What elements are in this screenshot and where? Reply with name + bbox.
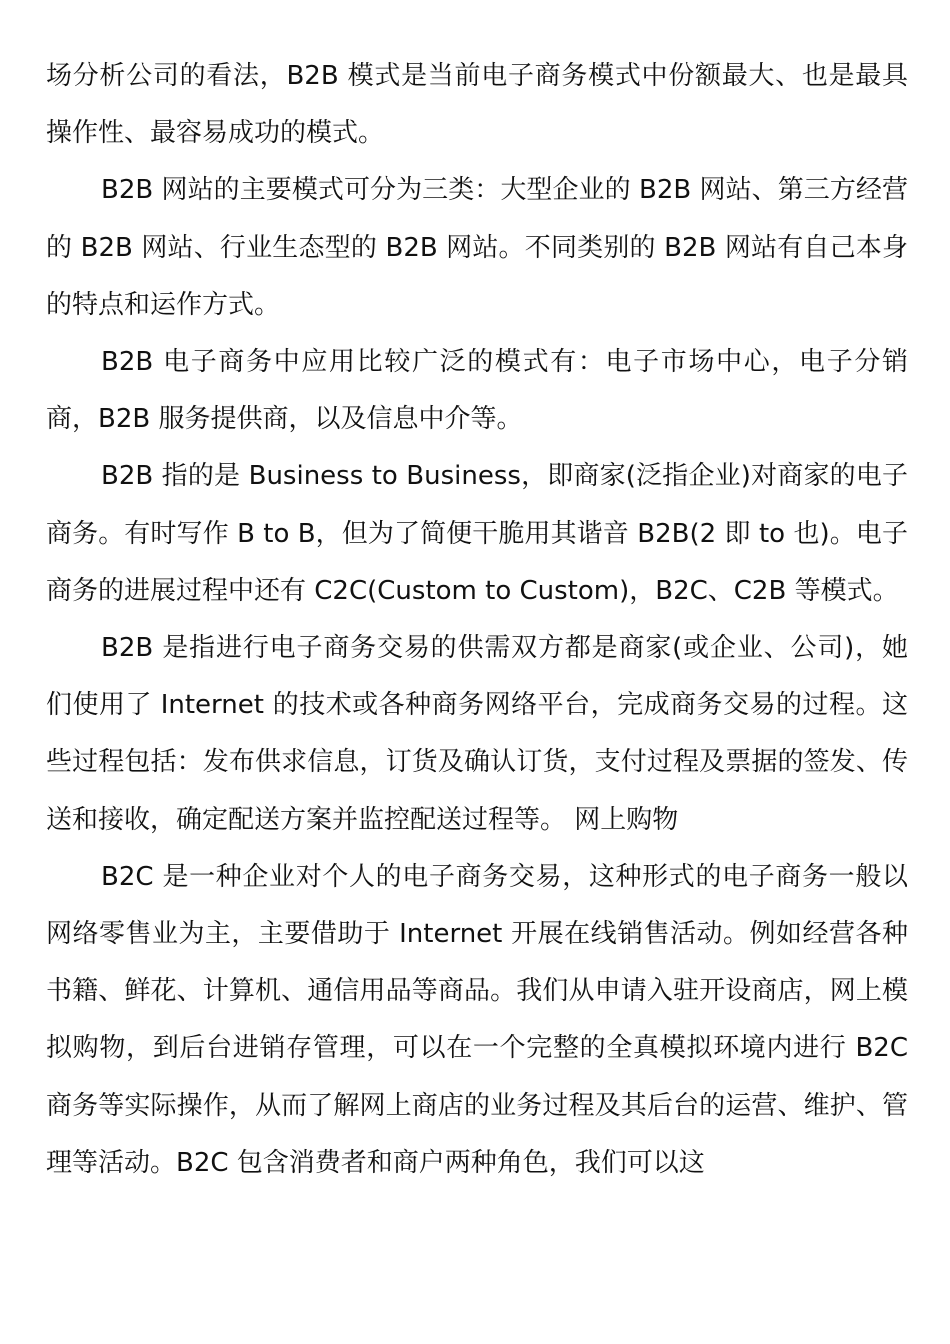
paragraph-b2b-site-types: B2B 网站的主要模式可分为三类：大型企业的 B2B 网站、第三方经营的 B2B 网站、行业生态型的 B2B 网站。不同类别的 B2B 网站有自己本身的特点和运作方式。	[46, 175, 908, 320]
paragraph-b2b-process: B2B 是指进行电子商务交易的供需双方都是商家(或企业、公司)，她们使用了 Internet 的技术或各种商务网络平台，完成商务交易的过程。这些过程包括：发布供求信息，订货及确认订货，支付过程及票据的签发、传送和接收，确定配送方案并监控配送过程等。 网上购物	[46, 633, 908, 835]
document-body	[46, 48, 908, 1192]
paragraph-b2b-common-models: B2B 电子商务中应用比较广泛的模式有：电子市场中心，电子分销商，B2B 服务提供商，以及信息中介等。	[46, 347, 908, 435]
paragraph-continued: 场分析公司的看法，B2B 模式是当前电子商务模式中份额最大、也是最具操作性、最容易成功的模式。	[46, 61, 908, 149]
paragraph-b2c-description: B2C 是一种企业对个人的电子商务交易，这种形式的电子商务一般以网络零售业为主，主要借助于 Internet 开展在线销售活动。例如经营各种书籍、鲜花、计算机、通信用品等商品。我们从申请入驻开设商店，网上模拟购物，到后台进销存管理，可以在一个完整的全真模拟环境内进行 B2C 商务等实际操作，从而了解网上商店的业务过程及其后台的运营、维护、管理等活动。B2C 包含消费者和商户两种角色，我们可以这	[46, 861, 908, 1178]
paragraph-b2b-definition: B2B 指的是 Business to Business，即商家(泛指企业)对商家的电子商务。有时写作 B to B，但为了简便干脆用其谐音 B2B(2 即 to 也)。电子商务的进展过程中还有 C2C(Custom to Custom)，B2C、C2B 等模式。	[46, 461, 908, 606]
